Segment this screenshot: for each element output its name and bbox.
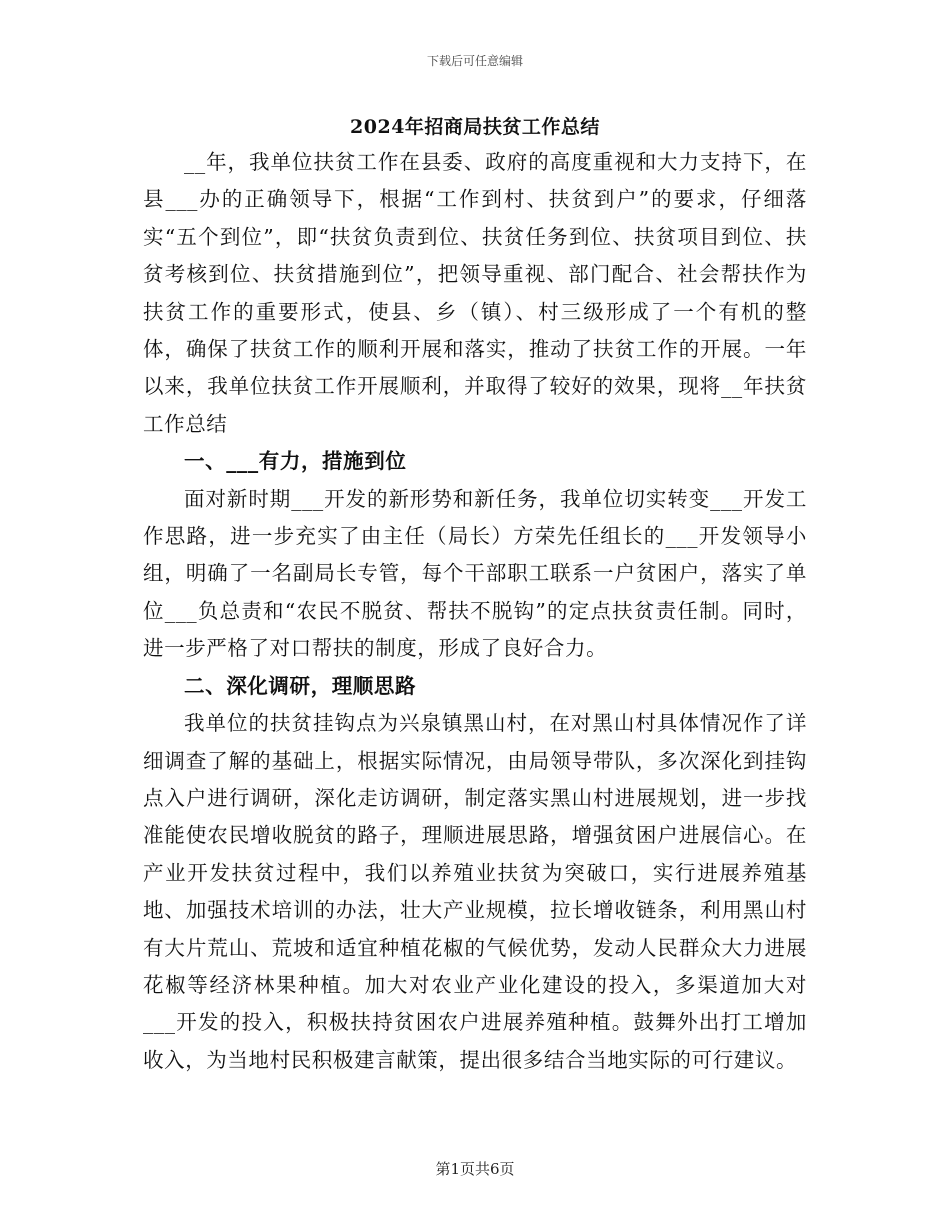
section-1-heading: 一、___有力，措施到位 xyxy=(184,449,407,474)
page-number: 第1页共6页 xyxy=(435,1160,515,1178)
section-2-paragraph: 我单位的扶贫挂钩点为兴泉镇黑山村，在对黑山村具体情况作了详细调查了解的基础上，根据实际情况，由局领导带队，多次深化到挂钩点入户进行调研，深化走访调研，制定落实黑山村进展规划，进一步找准能使农民增收脱贫的路子，理顺进展思路，增强贫困户进展信心。在产业开发扶贫过程中，我们以养殖业扶贫为突破口，实行进展养殖基地、加强技术培训的办法，壮大产业规模，拉长增收链条，利用黑山村有大片荒山、荒坡和适宜种植花椒的气候优势，发动人民群众大力进展花椒等经济林果种植。加大对农业产业化建设的投入，多渠道加大对___开发的投入，积极扶持贫困农户进展养殖种植。鼓舞外出打工增加收入，为当地村民积极建言献策，提出很多结合当地实际的可行建议。 xyxy=(143,711,807,1072)
document-title: 2024年招商局扶贫工作总结 xyxy=(350,116,600,138)
document-body xyxy=(143,144,807,1079)
header-note: 下载后可任意编辑 xyxy=(426,54,523,68)
section-2-heading: 二、深化调研，理顺思路 xyxy=(184,673,417,698)
section-1-paragraph: 面对新时期___开发的新形势和新任务，我单位切实转变___开发工作思路，进一步充实了由主任（局长）方荣先任组长的___开发领导小组，明确了一名副局长专管，每个干部职工联系一户贫困户，落实了单位___负总责和“农民不脱贫、帮扶不脱钩”的定点扶贫责任制。同时，进一步严格了对口帮扶的制度，形成了良好合力。 xyxy=(143,486,807,661)
intro-paragraph: __年，我单位扶贫工作在县委、政府的高度重视和大力支持下，在县___办的正确领导下，根据“工作到村、扶贫到户”的要求，仔细落实“五个到位”，即“扶贫负责到位、扶贫任务到位、扶贫项目到位、扶贫考核到位、扶贫措施到位”，把领导重视、部门配合、社会帮扶作为扶贫工作的重要形式，使县、乡（镇）、村三级形成了一个有机的整体，确保了扶贫工作的顺利开展和落实，推动了扶贫工作的开展。一年以来，我单位扶贫工作开展顺利，并取得了较好的效果，现将__年扶贫工作总结 xyxy=(143,150,807,436)
